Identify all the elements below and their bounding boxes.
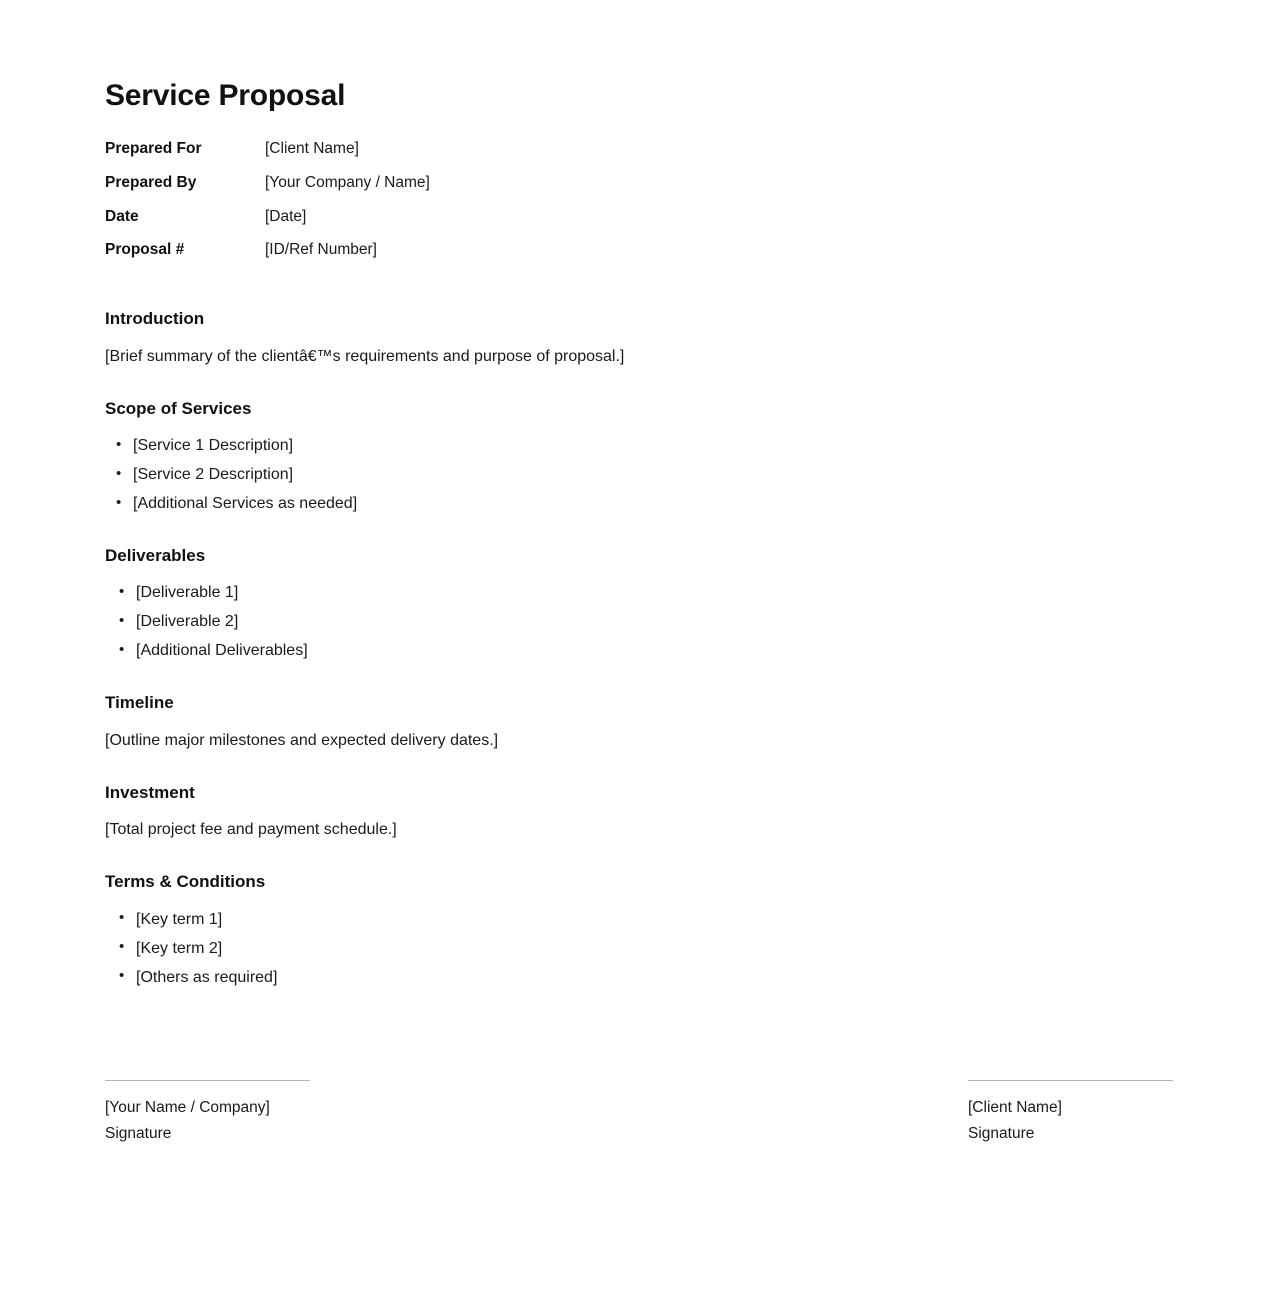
section-heading-timeline: Timeline	[105, 693, 174, 713]
meta-label-proposal-number: Proposal #	[105, 241, 185, 259]
signature-name-provider: [Your Name / Company]	[105, 1099, 270, 1116]
signature-caption-client: Signature	[968, 1125, 1035, 1143]
introduction-text: [Brief summary of the clientâ€™s requirements and purpose of proposal.]	[105, 347, 625, 365]
signature-line-client	[968, 1080, 1173, 1081]
section-deliverables	[105, 546, 1173, 661]
meta-label-prepared-for: Prepared For	[105, 140, 202, 157]
proposal-meta-table	[105, 140, 430, 275]
section-scope-of-services	[105, 399, 1173, 514]
table-row	[105, 208, 430, 242]
section-investment	[105, 783, 1173, 840]
table-row	[105, 140, 430, 174]
meta-value-proposal-number: [ID/Ref Number]	[265, 241, 377, 259]
table-row	[105, 241, 430, 275]
table-row	[105, 174, 430, 208]
meta-label-date: Date	[105, 207, 139, 225]
meta-label-prepared-by: Prepared By	[105, 173, 197, 191]
list-item: • [Others as required]	[136, 968, 1173, 988]
list-item: • [Additional Deliverables]	[136, 641, 1173, 661]
deliverables-list	[105, 583, 1173, 661]
scope-of-services-list	[105, 436, 1173, 514]
section-terms-and-conditions	[105, 872, 1173, 987]
meta-value-prepared-by: [Your Company / Name]	[265, 173, 430, 191]
signature-block-client	[968, 1080, 1173, 1144]
signature-name-client: [Client Name]	[968, 1099, 1062, 1116]
list-item: • [Deliverable 2]	[136, 612, 1173, 632]
terms-and-conditions-list	[105, 910, 1173, 988]
list-item: • [Key term 1]	[136, 910, 1173, 930]
meta-value-date: [Date]	[265, 207, 307, 225]
section-timeline	[105, 693, 1173, 750]
signature-block-provider	[105, 1080, 310, 1144]
list-item: • [Service 1 Description]	[133, 436, 1173, 456]
list-item: • [Deliverable 1]	[136, 583, 1173, 603]
section-heading-deliverables: Deliverables	[105, 546, 206, 566]
section-heading-scope-of-services: Scope of Services	[105, 398, 252, 418]
page-title: Service Proposal	[105, 79, 346, 112]
section-heading-terms-and-conditions: Terms & Conditions	[105, 872, 266, 892]
section-introduction	[105, 309, 1173, 366]
timeline-text: [Outline major milestones and expected delivery dates.]	[105, 731, 499, 749]
list-item: • [Additional Services as needed]	[133, 494, 1173, 514]
signature-caption-provider: Signature	[105, 1125, 172, 1143]
list-item: • [Key term 2]	[136, 939, 1173, 959]
signature-line-provider	[105, 1080, 310, 1081]
signature-section	[105, 1080, 1173, 1144]
list-item: • [Service 2 Description]	[133, 465, 1173, 485]
meta-value-prepared-for: [Client Name]	[265, 140, 359, 157]
section-heading-introduction: Introduction	[105, 309, 205, 329]
investment-text: [Total project fee and payment schedule.]	[105, 821, 397, 839]
section-heading-investment: Investment	[105, 782, 195, 802]
